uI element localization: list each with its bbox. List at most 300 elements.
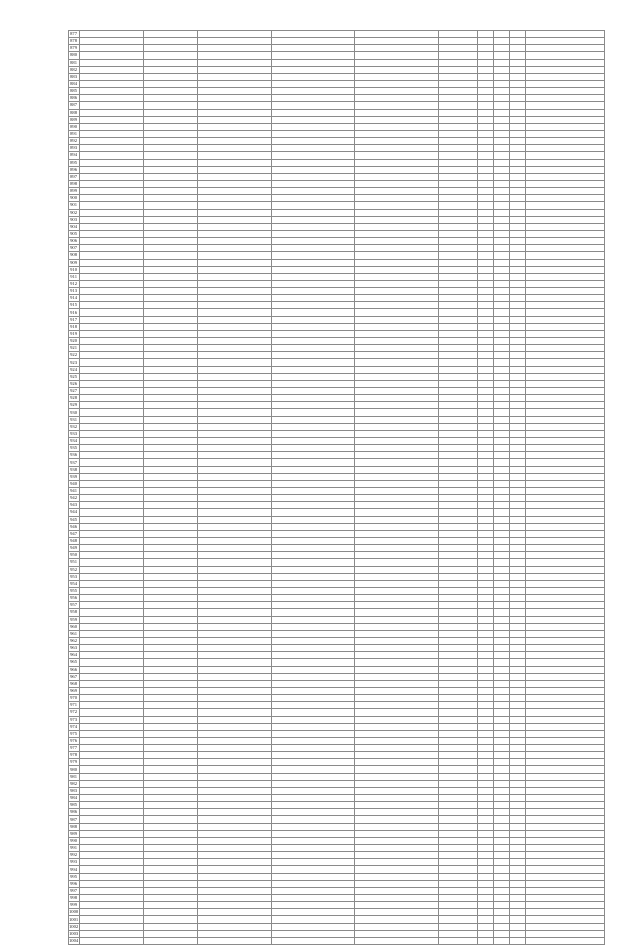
table-cell (526, 95, 605, 102)
table-cell (439, 595, 478, 602)
table-cell (494, 852, 510, 859)
table-cell (144, 573, 198, 580)
table-cell (272, 716, 355, 723)
table-cell (198, 780, 272, 787)
table-cell (526, 795, 605, 802)
table-cell (478, 659, 494, 666)
table-cell (355, 637, 439, 644)
table-cell (144, 773, 198, 780)
table-cell (198, 495, 272, 502)
table-cell (80, 623, 144, 630)
table-cell (526, 423, 605, 430)
table-cell (494, 373, 510, 380)
table-cell (478, 166, 494, 173)
table-cell (272, 530, 355, 537)
table-cell (510, 445, 526, 452)
table-cell (494, 859, 510, 866)
table-cell (439, 245, 478, 252)
row-number-cell: 986 (69, 809, 80, 816)
table-cell (526, 459, 605, 466)
table-cell (510, 238, 526, 245)
table-cell (526, 180, 605, 187)
table-cell (198, 516, 272, 523)
table-cell (494, 38, 510, 45)
table-cell (272, 352, 355, 359)
table-cell (198, 937, 272, 944)
table-cell (80, 880, 144, 887)
table-row (69, 680, 605, 687)
table-cell (272, 845, 355, 852)
table-cell (510, 216, 526, 223)
table-cell (439, 123, 478, 130)
table-cell (355, 130, 439, 137)
table-cell (80, 595, 144, 602)
table-cell (272, 52, 355, 59)
table-cell (272, 802, 355, 809)
table-cell (80, 459, 144, 466)
table-cell (478, 102, 494, 109)
table-cell (510, 852, 526, 859)
table-cell (198, 38, 272, 45)
row-number-cell: 898 (69, 180, 80, 187)
row-number-cell: 995 (69, 873, 80, 880)
table-cell (494, 130, 510, 137)
table-cell (439, 859, 478, 866)
table-cell (80, 388, 144, 395)
table-row (69, 330, 605, 337)
table-cell (494, 188, 510, 195)
table-cell (494, 737, 510, 744)
table-cell (198, 687, 272, 694)
table-cell (494, 102, 510, 109)
table-cell (355, 937, 439, 944)
table-cell (494, 687, 510, 694)
table-row (69, 438, 605, 445)
table-cell (478, 795, 494, 802)
table-cell (272, 659, 355, 666)
table-cell (355, 80, 439, 87)
table-cell (198, 359, 272, 366)
table-cell (439, 666, 478, 673)
table-row (69, 259, 605, 266)
row-number-cell: 890 (69, 123, 80, 130)
table-cell (478, 409, 494, 416)
table-cell (198, 666, 272, 673)
table-row (69, 145, 605, 152)
table-cell (439, 109, 478, 116)
table-cell (198, 902, 272, 909)
table-cell (494, 880, 510, 887)
table-cell (478, 866, 494, 873)
table-cell (80, 38, 144, 45)
table-cell (144, 273, 198, 280)
table-cell (272, 345, 355, 352)
row-number-cell: 1002 (69, 923, 79, 929)
row-number-cell: 957 (69, 602, 80, 609)
table-cell (478, 745, 494, 752)
table-cell (198, 280, 272, 287)
table-cell (198, 152, 272, 159)
table-row (69, 138, 605, 145)
table-cell (198, 587, 272, 594)
table-row (69, 902, 605, 909)
table-cell (272, 595, 355, 602)
table-cell (80, 602, 144, 609)
table-cell (510, 916, 526, 923)
row-number-cell: 983 (69, 787, 80, 794)
row-number-cell: 994 (69, 866, 80, 873)
row-number-cell: 963 (69, 645, 80, 652)
table-cell (526, 773, 605, 780)
table-row (69, 59, 605, 66)
table-cell (526, 902, 605, 909)
table-cell (355, 366, 439, 373)
table-cell (272, 745, 355, 752)
table-row (69, 116, 605, 123)
table-row (69, 288, 605, 295)
table-cell (198, 259, 272, 266)
table-cell (144, 630, 198, 637)
table-row (69, 38, 605, 45)
table-row (69, 766, 605, 773)
table-cell (144, 438, 198, 445)
table-cell (80, 295, 144, 302)
table-cell (198, 266, 272, 273)
table-cell (526, 845, 605, 852)
table-cell (198, 373, 272, 380)
table-cell (272, 623, 355, 630)
table-row (69, 195, 605, 202)
table-cell (198, 502, 272, 509)
table-row (69, 102, 605, 109)
table-row (69, 630, 605, 637)
row-number-cell: 908 (69, 252, 80, 259)
table-cell (526, 837, 605, 844)
table-cell (80, 66, 144, 73)
table-cell (526, 723, 605, 730)
table-cell (439, 509, 478, 516)
table-cell (272, 916, 355, 923)
table-cell (355, 673, 439, 680)
table-cell (144, 537, 198, 544)
table-cell (439, 459, 478, 466)
table-cell (80, 323, 144, 330)
table-cell (198, 923, 272, 930)
table-cell (198, 430, 272, 437)
table-cell (510, 502, 526, 509)
table-cell (272, 80, 355, 87)
table-cell (144, 95, 198, 102)
table-cell (526, 309, 605, 316)
table-cell (510, 380, 526, 387)
table-row (69, 245, 605, 252)
table-cell (478, 438, 494, 445)
table-cell (144, 895, 198, 902)
table-cell (144, 937, 198, 944)
table-cell (494, 359, 510, 366)
table-cell (272, 887, 355, 894)
row-number-cell: 940 (69, 480, 80, 487)
table-cell (510, 488, 526, 495)
table-cell (439, 452, 478, 459)
table-cell (510, 830, 526, 837)
table-row (69, 373, 605, 380)
table-cell (510, 423, 526, 430)
table-cell (144, 366, 198, 373)
table-cell (494, 723, 510, 730)
table-cell (494, 787, 510, 794)
table-cell (478, 216, 494, 223)
table-cell (272, 930, 355, 937)
table-cell (526, 702, 605, 709)
table-cell (198, 645, 272, 652)
table-cell (439, 116, 478, 123)
table-cell (80, 380, 144, 387)
table-cell (494, 902, 510, 909)
table-cell (478, 680, 494, 687)
table-cell (510, 909, 526, 916)
table-cell (355, 873, 439, 880)
table-row (69, 623, 605, 630)
table-cell (80, 545, 144, 552)
table-cell (510, 873, 526, 880)
row-number-cell: 933 (69, 430, 80, 437)
table-row (69, 816, 605, 823)
table-cell (80, 352, 144, 359)
table-cell (272, 230, 355, 237)
table-cell (510, 430, 526, 437)
table-cell (144, 252, 198, 259)
row-number-cell: 939 (69, 473, 80, 480)
table-cell (144, 780, 198, 787)
table-cell (478, 266, 494, 273)
table-cell (272, 830, 355, 837)
table-cell (272, 645, 355, 652)
table-cell (80, 652, 144, 659)
table-cell (144, 395, 198, 402)
table-cell (439, 602, 478, 609)
table-cell (494, 473, 510, 480)
table-cell (510, 616, 526, 623)
table-cell (526, 316, 605, 323)
table-cell (510, 809, 526, 816)
table-cell (144, 566, 198, 573)
table-cell (144, 587, 198, 594)
table-cell (439, 573, 478, 580)
table-cell (80, 566, 144, 573)
table-cell (80, 359, 144, 366)
row-number-cell: 979 (69, 759, 80, 766)
table-cell (80, 330, 144, 337)
table-cell (80, 266, 144, 273)
table-row (69, 488, 605, 495)
table-cell (355, 580, 439, 587)
table-cell (510, 552, 526, 559)
table-row (69, 552, 605, 559)
table-cell (494, 109, 510, 116)
table-cell (272, 766, 355, 773)
table-cell (198, 602, 272, 609)
table-cell (144, 223, 198, 230)
table-cell (478, 380, 494, 387)
table-cell (144, 866, 198, 873)
table-row (69, 159, 605, 166)
table-cell (272, 388, 355, 395)
table-cell (478, 445, 494, 452)
table-cell (80, 537, 144, 544)
table-cell (478, 230, 494, 237)
table-cell (198, 552, 272, 559)
table-cell (144, 209, 198, 216)
table-cell (355, 680, 439, 687)
table-cell (439, 787, 478, 794)
table-cell (478, 280, 494, 287)
table-cell (272, 452, 355, 459)
table-cell (526, 273, 605, 280)
table-cell (80, 859, 144, 866)
table-cell (494, 916, 510, 923)
table-cell (478, 666, 494, 673)
table-cell (526, 595, 605, 602)
table-cell (526, 673, 605, 680)
table-row (69, 45, 605, 52)
table-cell (526, 330, 605, 337)
table-cell (355, 687, 439, 694)
table-cell (355, 766, 439, 773)
table-cell (478, 395, 494, 402)
table-cell (526, 116, 605, 123)
table-cell (198, 930, 272, 937)
table-cell (272, 937, 355, 944)
table-cell (478, 223, 494, 230)
table-cell (272, 602, 355, 609)
table-cell (494, 830, 510, 837)
table-cell (478, 309, 494, 316)
table-cell (272, 31, 355, 38)
table-cell (80, 466, 144, 473)
table-cell (144, 737, 198, 744)
table-cell (510, 130, 526, 137)
row-number-cell: 926 (69, 380, 80, 387)
table-row (69, 495, 605, 502)
table-cell (526, 288, 605, 295)
table-cell (80, 230, 144, 237)
table-cell (526, 266, 605, 273)
table-cell (439, 338, 478, 345)
row-number-cell: 945 (69, 516, 80, 523)
table-cell (439, 95, 478, 102)
table-cell (478, 809, 494, 816)
table-cell (272, 752, 355, 759)
table-cell (510, 252, 526, 259)
table-cell (80, 159, 144, 166)
table-cell (272, 159, 355, 166)
table-cell (439, 502, 478, 509)
table-cell (198, 709, 272, 716)
table-cell (198, 252, 272, 259)
table-cell (494, 666, 510, 673)
table-cell (494, 145, 510, 152)
table-cell (526, 466, 605, 473)
table-cell (494, 552, 510, 559)
table-cell (494, 745, 510, 752)
table-cell (526, 473, 605, 480)
table-cell (198, 887, 272, 894)
table-cell (80, 787, 144, 794)
table-cell (272, 545, 355, 552)
table-cell (510, 330, 526, 337)
table-cell (526, 552, 605, 559)
table-cell (144, 423, 198, 430)
table-cell (80, 223, 144, 230)
table-cell (80, 452, 144, 459)
table-cell (526, 430, 605, 437)
table-cell (355, 859, 439, 866)
table-cell (144, 180, 198, 187)
table-cell (478, 123, 494, 130)
table-cell (439, 887, 478, 894)
table-cell (526, 445, 605, 452)
row-number-cell: 961 (69, 630, 80, 637)
table-cell (510, 902, 526, 909)
table-row (69, 395, 605, 402)
table-cell (80, 780, 144, 787)
table-cell (526, 80, 605, 87)
table-cell (80, 152, 144, 159)
table-cell (510, 823, 526, 830)
table-cell (526, 59, 605, 66)
table-cell (439, 423, 478, 430)
table-cell (144, 416, 198, 423)
table-cell (144, 637, 198, 644)
table-cell (144, 345, 198, 352)
table-cell (80, 316, 144, 323)
row-number-cell: 909 (69, 259, 80, 266)
table-cell (198, 573, 272, 580)
table-cell (80, 587, 144, 594)
table-cell (144, 138, 198, 145)
table-cell (355, 316, 439, 323)
table-cell (526, 816, 605, 823)
table-cell (355, 495, 439, 502)
table-cell (494, 816, 510, 823)
table-cell (272, 245, 355, 252)
table-cell (439, 402, 478, 409)
table-cell (494, 366, 510, 373)
table-cell (494, 609, 510, 616)
table-cell (526, 609, 605, 616)
table-cell (355, 380, 439, 387)
table-cell (494, 516, 510, 523)
table-cell (198, 652, 272, 659)
table-cell (510, 359, 526, 366)
row-number-cell: 968 (69, 680, 80, 687)
table-cell (439, 916, 478, 923)
table-cell (526, 152, 605, 159)
table-cell (355, 552, 439, 559)
table-cell (510, 695, 526, 702)
table-cell (494, 402, 510, 409)
table-cell (526, 823, 605, 830)
table-cell (494, 866, 510, 873)
table-cell (439, 52, 478, 59)
table-cell (439, 759, 478, 766)
table-row (69, 302, 605, 309)
table-cell (439, 723, 478, 730)
table-cell (355, 566, 439, 573)
table-cell (494, 416, 510, 423)
table-cell (494, 530, 510, 537)
